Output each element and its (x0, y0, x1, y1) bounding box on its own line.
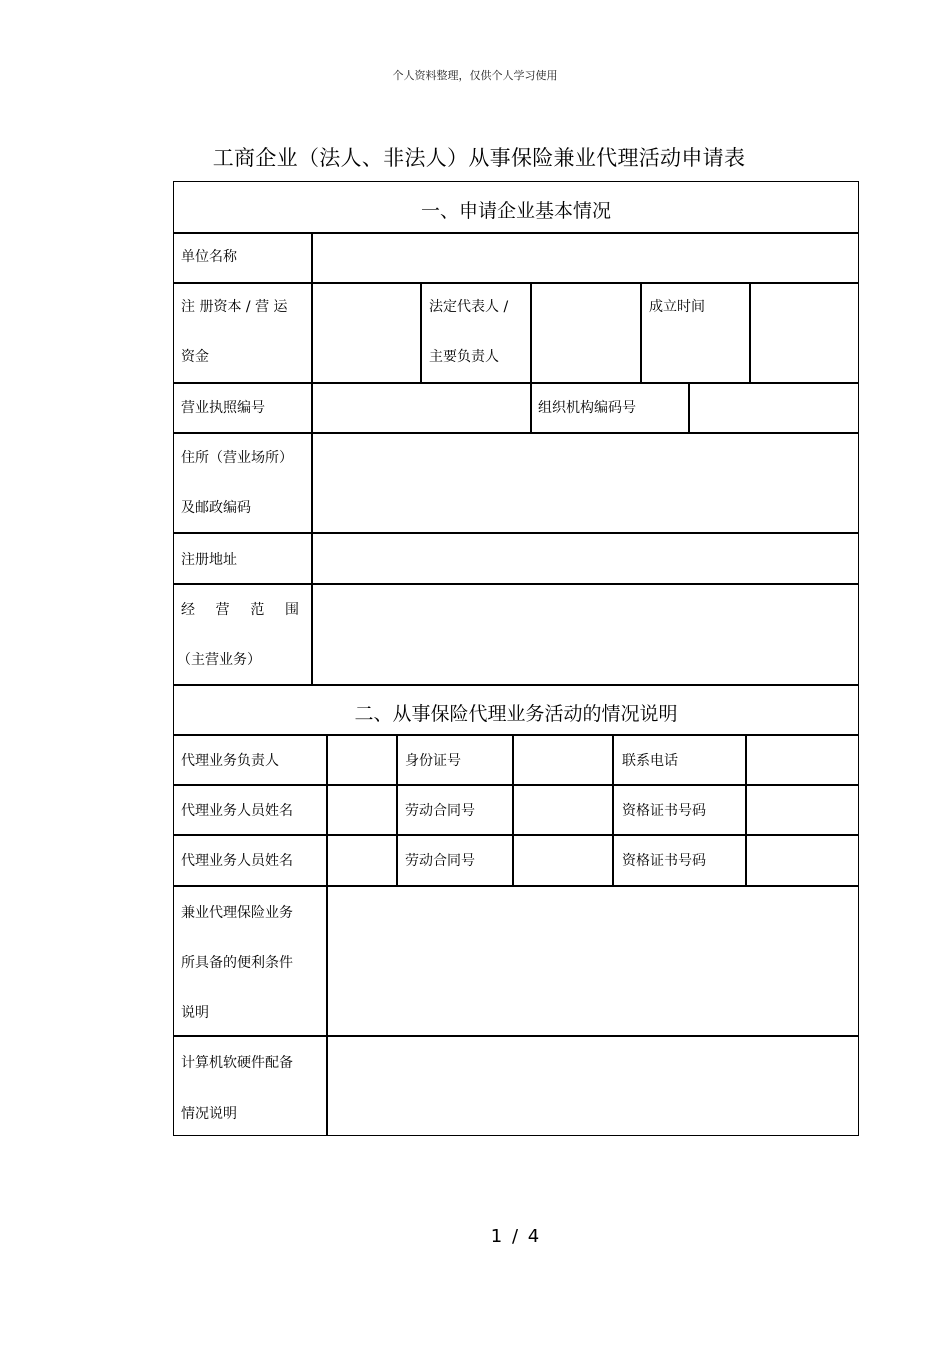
column-divider (640, 282, 642, 382)
agent-staff-label: 代理业务人员姓名 (181, 803, 293, 819)
application-form-table (173, 181, 859, 1136)
capital-label: 注 册资本 / 营 运 (181, 299, 288, 315)
row-divider (174, 784, 858, 786)
column-divider (396, 734, 398, 885)
scope-label-line2: （主营业务） (177, 652, 261, 668)
address-label-line2: 及邮政编码 (181, 500, 251, 516)
row-divider (174, 432, 858, 434)
scope-char: 范 (250, 602, 265, 618)
agent-lead-label: 代理业务负责人 (181, 753, 279, 769)
computer-label: 计算机软硬件配备 (181, 1055, 293, 1071)
phone-label: 联系电话 (622, 753, 678, 769)
column-divider (512, 734, 514, 885)
column-divider (688, 382, 690, 432)
scope-char: 围 (284, 602, 299, 618)
cert-no-label: 资格证书号码 (622, 803, 706, 819)
computer-label-line2: 情况说明 (181, 1106, 237, 1122)
column-divider (420, 282, 422, 382)
scope-char: 经 (181, 602, 195, 618)
column-divider (311, 232, 313, 684)
row-divider (174, 684, 858, 686)
cert-no-label: 资格证书号码 (622, 853, 706, 869)
capital-label-line2: 资金 (181, 349, 209, 365)
row-divider (174, 885, 858, 887)
scope-char: 营 (215, 602, 230, 618)
id-number-label: 身份证号 (405, 753, 461, 769)
unit-name-label: 单位名称 (181, 249, 237, 265)
row-divider (174, 282, 858, 284)
header-note: 个人资料整理，仅供个人学习使用 (392, 69, 558, 82)
conditions-label-line3: 说明 (181, 1005, 209, 1021)
row-divider (174, 1035, 858, 1037)
column-divider (326, 734, 328, 1136)
page-number: 1 / 4 (490, 1226, 542, 1247)
column-divider (745, 734, 747, 885)
row-divider (174, 734, 858, 736)
established-label: 成立时间 (649, 299, 705, 315)
contract-no-label: 劳动合同号 (405, 853, 475, 869)
row-divider (174, 834, 858, 836)
agent-staff-label: 代理业务人员姓名 (181, 853, 293, 869)
contract-no-label: 劳动合同号 (405, 803, 475, 819)
reg-address-label: 注册地址 (181, 552, 237, 568)
legal-rep-label: 法定代表人 / (429, 299, 509, 315)
conditions-label: 兼业代理保险业务 (181, 905, 293, 921)
row-divider (174, 382, 858, 384)
org-code-label: 组织机构编码号 (538, 400, 636, 416)
row-divider (174, 532, 858, 534)
section2-heading: 二、从事保险代理业务活动的情况说明 (354, 703, 678, 725)
column-divider (612, 734, 614, 885)
row-divider (174, 583, 858, 585)
section1-heading: 一、申请企业基本情况 (420, 200, 611, 222)
form-title: 工商企业（法人、非法人）从事保险兼业代理活动申请表 (212, 146, 746, 170)
license-label: 营业执照编号 (181, 400, 265, 416)
scope-label (181, 602, 299, 618)
row-divider (174, 232, 858, 234)
column-divider (530, 282, 532, 432)
conditions-label-line2: 所具备的便利条件 (181, 955, 293, 971)
column-divider (749, 282, 751, 382)
legal-rep-label-line2: 主要负责人 (429, 349, 499, 365)
address-label: 住所（营业场所） (181, 450, 293, 466)
